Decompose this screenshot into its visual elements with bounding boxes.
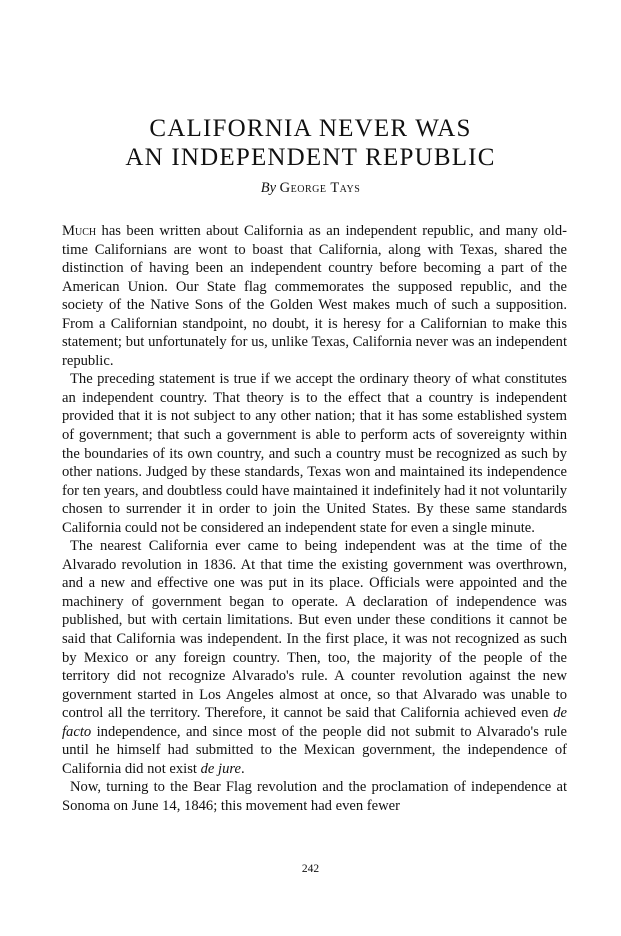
paragraph-2: The preceding statement is true if we accept the ordinary theory of what constitutes an independent country. That theory is to the effect that a country is independent provided that it is not subject to any other nation; that it has some established system of government; that such a government is able to perform acts of sovereignty within the boundaries of its own country, and such a country must be recognized as such by other nations. Judged by these standards, Texas won and maintained its independence for ten years, and doubtless could have maintained it indefinitely had it not voluntarily chosen to surrender it in order to join the United States. By these same standards California could not be considered an independent state for even a single minute. [62,371,567,536]
byline [0,179,621,197]
lead-word: Much [62,223,97,239]
paragraph-3-text-c: . [241,760,245,777]
term-de-facto: de facto [62,705,567,740]
paragraph-3-text-b: independence, and since most of the people did not submit to Alvarado's rule until he himself had submitted to the Mexican government, the independence of California did not exist [62,723,567,777]
paragraph-4: Now, turning to the Bear Flag revolution and the proclamation of independence at Sonoma on June 14, 1846; this movement had even fewer [62,779,567,814]
page-number: 242 [301,863,320,875]
paragraph-1 [62,222,567,370]
byline-prefix: By [260,180,277,196]
paragraph-3 [62,537,567,778]
paragraph-1-text: has been written about California as an independent republic, and many old-time Californians are wont to boast that California, along with Texas, shared the distinction of having been an independent country before becoming a part of the American Union. Our State flag commemorates the supposed republic, and the society of the Native Sons of the Golden West makes much of such a supposition. From a Californian standpoint, no doubt, it is heresy for a Californian to make this statement; but unfortunately for us, unlike Texas, California never was an independent republic. [62,223,567,369]
author-name: George Tays [279,180,361,196]
paragraph-3-text-a: The nearest California ever came to being independent was at the time of the Alvarado revolution in 1836. At that time the existing government was overthrown, and a new and effective one was put in its place. Officials were appointed and the machinery of government began to operate. A declaration of independence was published, but with certain limitations. But even under these conditions it cannot be said that California was independent. In the first place, it was not recognized as such by Mexico or any foreign country. Then, too, the majority of the people of the territory did not recognize Alvarado's rule. A counter revolution against the new government started in Los Angeles almost at once, so that Alvarado was unable to control all the territory. Therefore, it cannot be said that California achieved even [62,538,567,722]
article-title-line-1: CALIFORNIA NEVER WAS [149,115,472,142]
article-title-line-2: AN INDEPENDENT REPUBLIC [125,144,496,171]
term-de-jure: de jure [200,760,242,777]
article-body [62,222,567,816]
